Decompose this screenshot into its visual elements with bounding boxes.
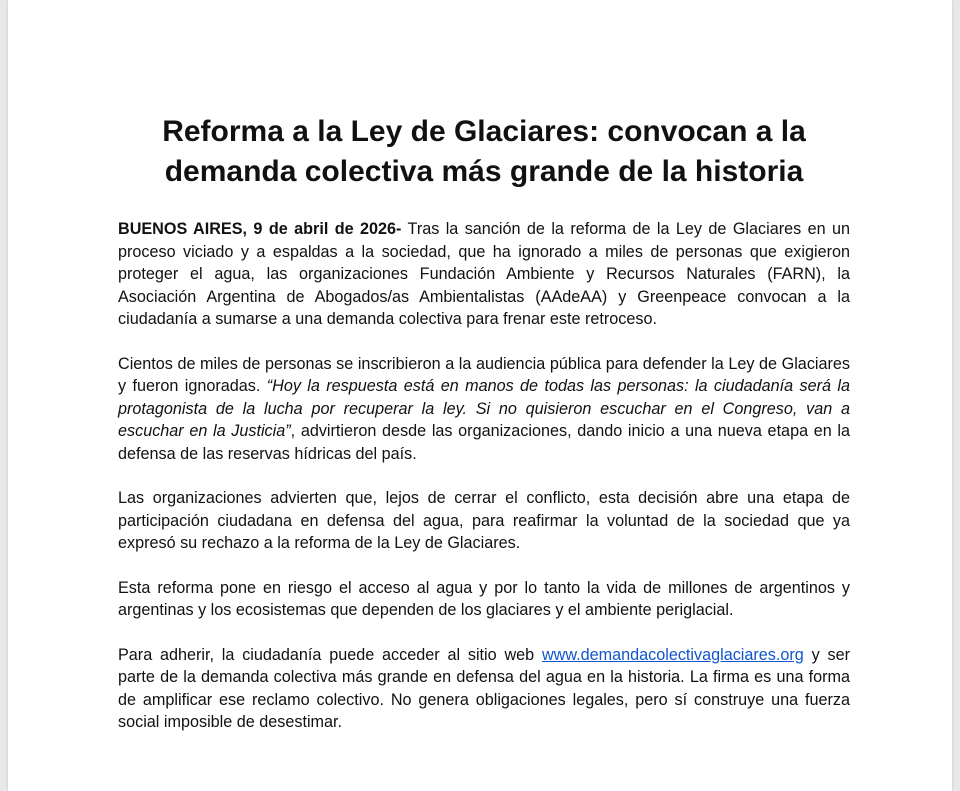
paragraph-quote-lead: Cientos de miles de personas se inscribieron a la audiencia pública para defender la Ley de Glaciares y fueron ignoradas. (118, 354, 850, 395)
document-body (118, 112, 850, 756)
dateline: BUENOS AIRES, 9 de abril de 2026- (118, 220, 402, 238)
paragraph-adhere (118, 644, 850, 734)
page-title: Reforma a la Ley de Glaciares: convocan a la demanda colectiva más grande de la historia (162, 115, 806, 188)
paragraph-adhere-tail: y ser parte de la demanda colectiva más grande en defensa del agua en la historia. La firma es una forma de amplificar ese reclamo colectivo. No genera obligaciones legales, pero sí construye una fuerza social imposible de desestimar. (118, 645, 850, 731)
organizations-quote: “Hoy la respuesta está en manos de todas las personas: la ciudadanía será la protagonista de la lucha por recuperar la ley. Si no quisieron escuchar en el Congreso, van a escuchar en la Justicia” (118, 377, 850, 440)
paragraph-participation: Las organizaciones advierten que, lejos de cerrar el conflicto, esta decisión abre una etapa de participación ciudadana en defensa del agua, para reafirmar la voluntad de la sociedad que ya expresó su rechazo a la reforma de la Ley de Glaciares. (118, 489, 850, 552)
paragraph-intro-text: Tras la sanción de la reforma de la Ley de Glaciares en un proceso viciado y a espaldas a la sociedad, que ha ignorado a miles de personas que exigieron proteger el agua, las organizaciones Fundación Ambiente y Recursos Naturales (FARN), la Asociación Argentina de Abogados/as Ambientalistas (AAdeAA) y Greenpeace convocan a la ciudadanía a sumarse a una demanda colectiva para frenar este retroceso. (118, 220, 850, 328)
paragraph-risk: Esta reforma pone en riesgo el acceso al agua y por lo tanto la vida de millones de argentinos y argentinas y los ecosistemas que dependen de los glaciares y el ambiente periglacial. (118, 578, 850, 619)
paragraph-adhere-lead: Para adherir, la ciudadanía puede acceder al sitio web (118, 645, 542, 664)
paragraph-quote-tail: , advirtieron desde las organizaciones, dando inicio a una nueva etapa en la defensa de las reservas hídricas del país. (118, 422, 850, 463)
paragraph-quote (118, 353, 850, 466)
paragraph-intro (118, 218, 850, 331)
demanda-website-link[interactable]: www.demandacolectivaglaciares.org (541, 645, 804, 664)
document-page (8, 0, 952, 791)
